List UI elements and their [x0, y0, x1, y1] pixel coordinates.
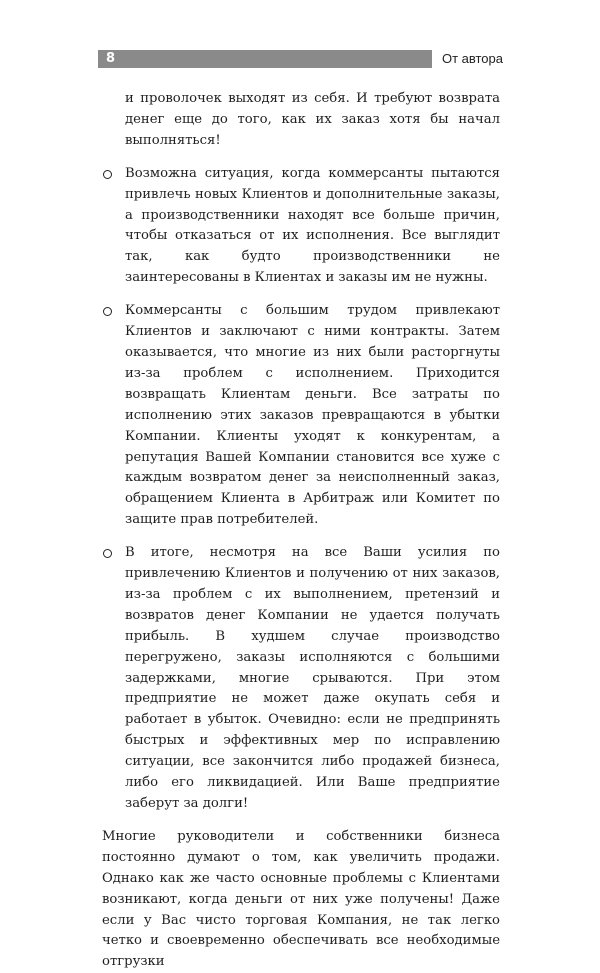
bullet-item — [102, 543, 500, 815]
bullet-item — [102, 301, 500, 531]
circle-bullet-icon — [103, 549, 112, 558]
continuation-paragraph: и проволочек выходят из себя. И требуют возврата денег еще до того, как их заказ хотя бы начал выполняться! — [125, 91, 500, 148]
bullet-text: Коммерсанты с большим трудом привлекают Клиентов и заключают с ними контракты. Затем оказывается, что многие из них были расторгнуты из-за проблем с исполнением. Приходится возвращать Клиентам деньги. Все затраты по исполнению этих заказов превращаются в убытки Компании. Клиенты уходят к конкурентам, а репутация Вашей Компании становится все хуже с каждым возвратом денег за неисполненный заказ, обращением Клиента в Арбитраж или Комитет по защите прав потребителей. — [125, 303, 500, 528]
running-head: От автора — [441, 51, 503, 66]
header-bar — [98, 50, 432, 68]
circle-bullet-icon — [103, 307, 112, 316]
final-paragraph: Многие руководители и собственники бизнеса постоянно думают о том, как увеличить продажи. Однако как же часто основные проблемы с Клиентами возникают, когда деньги от них уже получены! Даже если у Вас чисто торговая Компания, не так легко четко и своевременно обеспечивать все необходимые отгрузки — [102, 828, 500, 970]
page-number: 8 — [106, 51, 116, 66]
bullet-text: В итоге, несмотря на все Ваши усилия по привлечению Клиентов и получению от них заказов, из-за проблем с их выполнением, претензий и возвратов денег Компании не удается получать прибыль. В худшем случае производство перегружено, заказы исполняются с большими задержками, многие срываются. При этом предприятие не может даже окупать себя и работает в убыток. Очевидно: если не предпринять быстрых и эффективных мер по исправлению ситуации, все закончится либо продажей бизнеса, либо его ликвидацией. Или Ваше предприятие заберут за долги! — [125, 545, 500, 811]
bullet-text: Возможна ситуация, когда коммерсанты пытаются привлечь новых Клиентов и дополнительные заказы, а производственники находят все больше причин, чтобы отказаться от их исполнения. Все выглядит так, как будто производственники не заинтересованы в Клиентах и заказы им не нужны. — [125, 165, 500, 286]
circle-bullet-icon — [103, 170, 112, 179]
bullet-item — [102, 164, 500, 289]
page-header — [98, 49, 503, 69]
page-body — [102, 89, 500, 973]
